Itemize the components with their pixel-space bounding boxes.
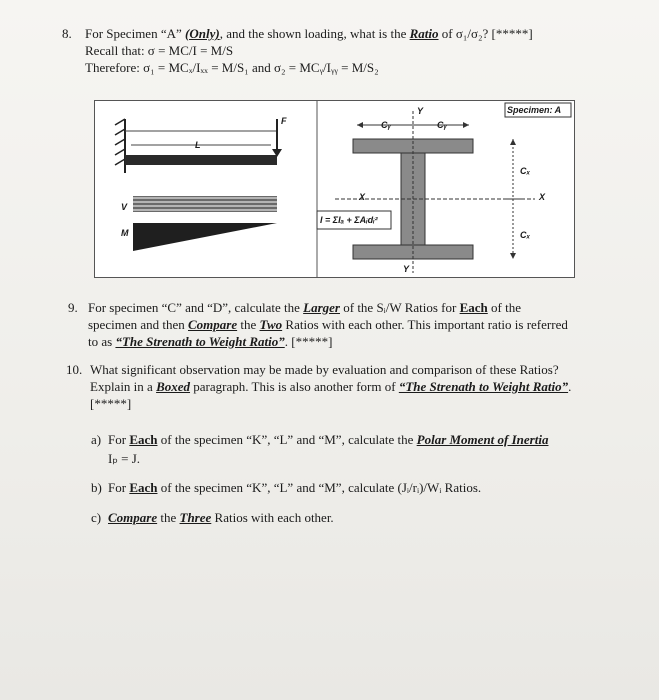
cx-top-label: Cₓ <box>520 166 531 176</box>
force-label: F <box>281 116 287 126</box>
q10-line-1: What significant observation may be made by evaluation and comparison of these Ratios? <box>90 362 559 377</box>
q9-line-2: specimen and then Compare the Two Ratios with each other. This important ratio is referred <box>88 317 568 332</box>
inertia-formula: I = ΣIₐ + ΣAᵢdᵢ² <box>320 215 378 225</box>
cy-right-label: Cᵧ <box>437 120 447 130</box>
qa-line-2: Iₚ = J. <box>108 451 141 466</box>
beam-diagram <box>95 101 574 277</box>
qb-line: For Each of the specimen “K”, “L” and “M”, calculate (Jᵢ/rᵢ)/Wᵢ Ratios. <box>108 480 482 495</box>
q8-number: 8. <box>62 26 72 41</box>
q10-line-3: [*****] <box>90 396 132 411</box>
y-axis-bottom-label: Y <box>403 264 410 274</box>
length-label: L <box>195 140 201 150</box>
moment-label: M <box>121 228 129 238</box>
x-axis-left-label: X <box>359 192 366 202</box>
qa-line-1: For Each of the specimen “K”, “L” and “M”, calculate the Polar Moment of Inertia <box>108 432 549 447</box>
q10-line-2: Explain in a Boxed paragraph. This is also another form of “The Strenath to Weight Ratio”. <box>90 379 572 394</box>
cx-bottom-label: Cₓ <box>520 230 531 240</box>
q9-line-1: For specimen “C” and “D”, calculate the Larger of the Sᵢ/W Ratios for Each of the <box>88 300 521 315</box>
qc-line: Compare the Three Ratios with each other. <box>108 510 334 525</box>
y-axis-top-label: Y <box>417 106 424 116</box>
q8-line-1: For Specimen “A” (Only), and the shown loading, what is the Ratio of σ₁/σ₂? [*****] <box>85 26 533 41</box>
shear-diagram <box>133 196 277 212</box>
q9-number: 9. <box>68 300 78 315</box>
qb-number: b) <box>91 480 102 495</box>
q10-number: 10. <box>66 362 83 377</box>
specimen-figure <box>94 100 575 278</box>
specimen-label: Specimen: A <box>507 105 562 115</box>
moment-diagram <box>133 223 277 251</box>
qa-number: a) <box>91 432 102 447</box>
qc-number: c) <box>91 510 102 525</box>
q9-line-3: to as “The Strenath to Weight Ratio”. [*****] <box>88 334 333 349</box>
cy-left-label: Cᵧ <box>381 120 391 130</box>
q8-line-2: Recall that: σ = MC/I = M/S <box>85 43 234 58</box>
x-axis-right-label: X <box>539 192 546 202</box>
q8-line-3: Therefore: σ₁ = MCₓ/Iₓₓ = M/S₁ and σ₂ = MCᵧ/Iᵧᵧ = M/S₂ <box>85 60 379 75</box>
shear-label: V <box>121 202 128 212</box>
